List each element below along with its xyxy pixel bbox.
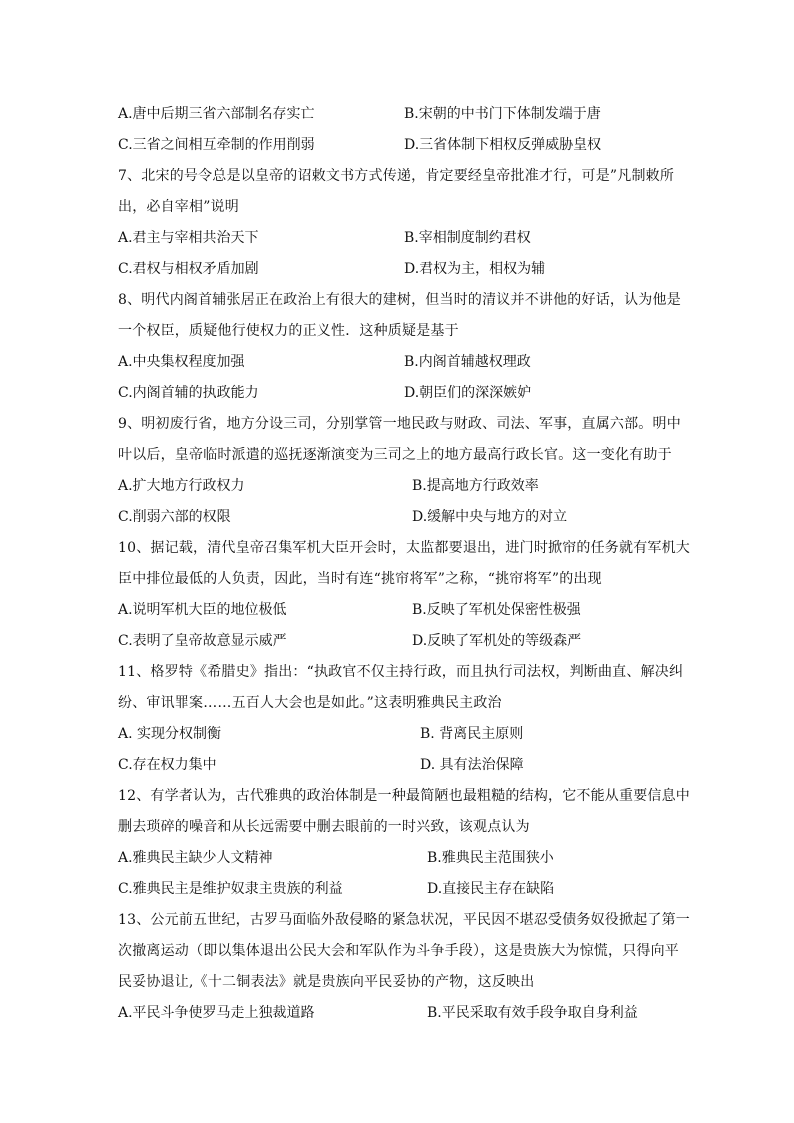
q8-option-d: D.朝臣们的深深嫉妒 xyxy=(404,385,532,401)
q11-option-b: B. 背离民主原则 xyxy=(420,726,524,742)
q13-option-a: A.平民斗争使罗马走上独裁道路 xyxy=(118,1005,315,1021)
q12-option-b: B.雅典民主范围狭小 xyxy=(427,850,554,866)
q6-option-d: D.三省体制下相权反弹威胁皇权 xyxy=(404,137,602,153)
q8-option-c: C.内阁首辅的执政能力 xyxy=(118,385,259,401)
q10-option-d: D.反映了军机处的等级森严 xyxy=(412,633,582,649)
q6-option-b: B.宋朝的中书门下体制发端于唐 xyxy=(404,106,601,122)
q9-option-a: A.扩大地方行政权力 xyxy=(118,478,245,494)
q13-stem-line-2: 次撤离运动（即以集体退出公民大会和军队作为斗争手段），这是贵族大为惊慌，只得向平 xyxy=(118,943,679,959)
q7-option-d: D.君权为主，相权为辅 xyxy=(404,261,546,277)
q8-option-b: B.内阁首辅越权理政 xyxy=(404,354,531,370)
q13-stem-line-3: 民妥协退让,《十二铜表法》就是贵族向平民妥协的产物，这反映出 xyxy=(118,974,535,990)
q9-option-c: C.削弱六部的权限 xyxy=(118,509,231,525)
q6-option-a: A.唐中后期三省六部制名存实亡 xyxy=(118,106,315,122)
q7-stem-line-1: 7、北宋的号令总是以皇帝的诏敕文书方式传递，肯定要经皇帝批准才行，可是”凡制敕所 xyxy=(118,168,675,184)
q12-stem-line-2: 删去琐碎的噪音和从长远需要中删去眼前的一时兴致，该观点认为 xyxy=(118,819,530,835)
q11-option-c: C.存在权力集中 xyxy=(118,757,217,773)
q12-option-a: A.雅典民主缺少人文精神 xyxy=(118,850,273,866)
q12-option-d: D.直接民主存在缺陷 xyxy=(427,881,555,897)
q10-option-c: C.表明了皇帝故意显示威严 xyxy=(118,633,287,649)
q13-stem-line-1: 13、公元前五世纪，古罗马面临外敌侵略的紧急状况，平民因不堪忍受债务奴役掀起了第一 xyxy=(118,912,691,928)
q8-stem-line-1: 8、明代内阁首辅张居正在政治上有很大的建树，但当时的清议并不讲他的好话，认为他是 xyxy=(118,292,681,308)
q7-option-b: B.宰相制度制约君权 xyxy=(404,230,531,246)
q12-stem-line-1: 12、有学者认为，古代雅典的政治体制是一种最简陋也最粗糙的结构，它不能从重要信息中 xyxy=(118,788,691,804)
q10-stem-line-1: 10、据记载，清代皇帝召集军机大臣开会时，太监都要退出，进门时掀帘的任务就有军机大 xyxy=(118,540,691,556)
q12-option-c: C.雅典民主是维护奴隶主贵族的利益 xyxy=(118,881,343,897)
q11-stem-line-2: 纷、审讯罪案……五百人大会也是如此。”这表明雅典民主政治 xyxy=(118,695,502,711)
q11-option-d: D. 具有法治保障 xyxy=(420,757,524,773)
q9-stem-line-1: 9、明初废行省，地方分设三司，分别掌管一地民政与财政、司法、军事，直属六部。明中 xyxy=(118,416,681,432)
q10-option-a: A.说明军机大臣的地位极低 xyxy=(118,602,287,618)
q8-stem-line-2: 一个权臣，质疑他行使权力的正义性．这种质疑是基于 xyxy=(118,323,459,339)
q9-option-b: B.提高地方行政效率 xyxy=(412,478,539,494)
q7-option-a: A.君主与宰相共治天下 xyxy=(118,230,259,246)
q10-option-b: B.反映了军机处保密性极强 xyxy=(412,602,581,618)
q13-option-b: B.平民采取有效手段争取自身利益 xyxy=(427,1005,638,1021)
q11-option-a: A. 实现分权制衡 xyxy=(118,726,222,742)
q10-stem-line-2: 臣中排位最低的人负责，因此，当时有连“挑帘将军”之称，“挑帘将军”的出现 xyxy=(118,571,602,587)
q9-stem-line-2: 叶以后，皇帝临时派遣的巡抚逐渐演变为三司之上的地方最高行政长官。这一变化有助于 xyxy=(118,447,672,463)
q11-stem-line-1: 11、格罗特《希腊史》指出：“执政官不仅主持行政，而且执行司法权，判断曲直、解决纠 xyxy=(118,664,684,680)
q8-option-a: A.中央集权程度加强 xyxy=(118,354,245,370)
q9-option-d: D.缓解中央与地方的对立 xyxy=(412,509,568,525)
q7-stem-line-2: 出，必自宰相”说明 xyxy=(118,199,239,215)
q6-option-c: C.三省之间相互牵制的作用削弱 xyxy=(118,137,315,153)
q7-option-c: C.君权与相权矛盾加剧 xyxy=(118,261,259,277)
